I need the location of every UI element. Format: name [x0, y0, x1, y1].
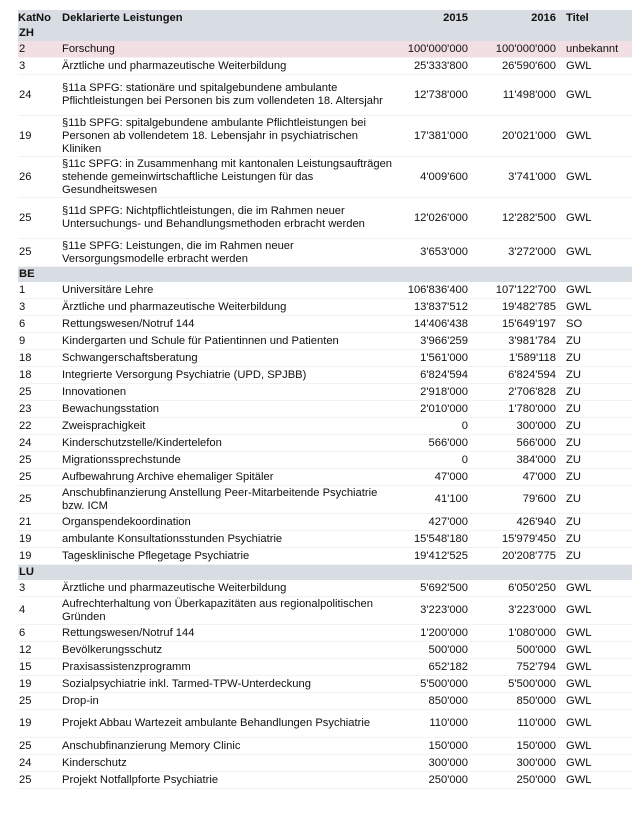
cell-titel: GWL: [562, 625, 632, 642]
cell-katno: 24: [18, 75, 62, 116]
table-row: [18, 401, 632, 418]
cell-2015: 5'692'500: [402, 580, 474, 597]
cell-leistung: §11a SPFG: stationäre und spitalgebundene ambulante Pflichtleistungen bei Personen bis zum vollendeten 18. Altersjahr: [62, 75, 402, 116]
cell-katno: 25: [18, 452, 62, 469]
cell-katno: 25: [18, 693, 62, 710]
table-row: [18, 367, 632, 384]
cell-2016: 1'780'000: [474, 401, 562, 418]
cell-titel: ZU: [562, 531, 632, 548]
table-row: [18, 333, 632, 350]
cell-leistung: Ärztliche und pharmazeutische Weiterbildung: [62, 580, 402, 597]
cell-2015: 100'000'000: [402, 41, 474, 58]
cell-leistung: Ärztliche und pharmazeutische Weiterbildung: [62, 58, 402, 75]
cell-katno: 26: [18, 157, 62, 198]
cell-leistung: Aufbewahrung Archive ehemaliger Spitäler: [62, 469, 402, 486]
cell-leistung: Bewachungsstation: [62, 401, 402, 418]
cell-2015: 1'200'000: [402, 625, 474, 642]
cell-2015: 4'009'600: [402, 157, 474, 198]
cell-leistung: Schwangerschaftsberatung: [62, 350, 402, 367]
cell-2016: 3'981'784: [474, 333, 562, 350]
group-label: ZH: [18, 26, 632, 41]
table-body: [18, 26, 632, 789]
cell-titel: GWL: [562, 676, 632, 693]
cell-titel: GWL: [562, 116, 632, 157]
cell-katno: 25: [18, 772, 62, 789]
cell-titel: GWL: [562, 299, 632, 316]
cell-2015: 14'406'438: [402, 316, 474, 333]
cell-titel: GWL: [562, 693, 632, 710]
cell-leistung: §11d SPFG: Nichtpflichtleistungen, die im Rahmen neuer Untersuchungs- und Behandlungsmethoden erbracht werden: [62, 198, 402, 239]
cell-leistung: §11e SPFG: Leistungen, die im Rahmen neuer Versorgungsmodelle erbracht werden: [62, 239, 402, 267]
cell-2015: 652'182: [402, 659, 474, 676]
cell-2015: 110'000: [402, 710, 474, 738]
table-row: [18, 157, 632, 198]
cell-titel: GWL: [562, 157, 632, 198]
cell-katno: 6: [18, 316, 62, 333]
cell-2016: 384'000: [474, 452, 562, 469]
table-row: [18, 514, 632, 531]
cell-leistung: Anschubfinanzierung Anstellung Peer-Mitarbeitende Psychiatrie bzw. ICM: [62, 486, 402, 514]
cell-leistung: Rettungswesen/Notruf 144: [62, 316, 402, 333]
cell-leistung: Tagesklinische Pflegetage Psychiatrie: [62, 548, 402, 565]
cell-katno: 4: [18, 597, 62, 625]
table-row: [18, 659, 632, 676]
cell-katno: 9: [18, 333, 62, 350]
cell-2016: 79'600: [474, 486, 562, 514]
table-row: [18, 299, 632, 316]
table-row: [18, 316, 632, 333]
cell-2016: 566'000: [474, 435, 562, 452]
cell-2016: 300'000: [474, 755, 562, 772]
leistungen-table: [18, 10, 632, 789]
cell-titel: SO: [562, 316, 632, 333]
cell-leistung: Anschubfinanzierung Memory Clinic: [62, 738, 402, 755]
cell-2016: 15'979'450: [474, 531, 562, 548]
cell-katno: 19: [18, 710, 62, 738]
cell-leistung: Innovationen: [62, 384, 402, 401]
cell-katno: 24: [18, 755, 62, 772]
table-header-row: [18, 10, 632, 26]
cell-titel: ZU: [562, 350, 632, 367]
cell-2015: 250'000: [402, 772, 474, 789]
table-row: [18, 58, 632, 75]
cell-katno: 19: [18, 676, 62, 693]
cell-leistung: Sozialpsychiatrie inkl. Tarmed-TPW-Unterdeckung: [62, 676, 402, 693]
cell-leistung: Ärztliche und pharmazeutische Weiterbildung: [62, 299, 402, 316]
cell-2016: 107'122'700: [474, 282, 562, 299]
cell-2015: 3'223'000: [402, 597, 474, 625]
cell-katno: 23: [18, 401, 62, 418]
cell-2015: 150'000: [402, 738, 474, 755]
cell-2016: 150'000: [474, 738, 562, 755]
cell-2016: 752'794: [474, 659, 562, 676]
cell-2016: 1'080'000: [474, 625, 562, 642]
cell-2016: 2'706'828: [474, 384, 562, 401]
cell-2015: 13'837'512: [402, 299, 474, 316]
cell-titel: ZU: [562, 548, 632, 565]
cell-2016: 26'590'600: [474, 58, 562, 75]
cell-titel: GWL: [562, 710, 632, 738]
cell-2015: 106'836'400: [402, 282, 474, 299]
table-row: [18, 75, 632, 116]
header-2015: 2015: [402, 10, 474, 26]
cell-2015: 3'966'259: [402, 333, 474, 350]
cell-leistung: Zweisprachigkeit: [62, 418, 402, 435]
cell-2016: 426'940: [474, 514, 562, 531]
table-row: [18, 350, 632, 367]
cell-titel: ZU: [562, 469, 632, 486]
cell-titel: GWL: [562, 755, 632, 772]
header-leistung: Deklarierte Leistungen: [62, 10, 402, 26]
cell-titel: GWL: [562, 597, 632, 625]
cell-katno: 19: [18, 116, 62, 157]
cell-titel: GWL: [562, 580, 632, 597]
cell-2015: 300'000: [402, 755, 474, 772]
cell-2015: 566'000: [402, 435, 474, 452]
table-row: [18, 418, 632, 435]
cell-2016: 300'000: [474, 418, 562, 435]
table-row: [18, 693, 632, 710]
cell-2016: 12'282'500: [474, 198, 562, 239]
cell-leistung: Aufrechterhaltung von Überkapazitäten aus regionalpolitischen Gründen: [62, 597, 402, 625]
cell-katno: 19: [18, 531, 62, 548]
cell-2016: 1'589'118: [474, 350, 562, 367]
cell-2016: 11'498'000: [474, 75, 562, 116]
table-row: [18, 384, 632, 401]
cell-katno: 18: [18, 350, 62, 367]
cell-titel: unbekannt: [562, 41, 632, 58]
cell-2016: 3'223'000: [474, 597, 562, 625]
cell-leistung: Migrationssprechstunde: [62, 452, 402, 469]
group-label: BE: [18, 267, 632, 283]
cell-leistung: Projekt Abbau Wartezeit ambulante Behandlungen Psychiatrie: [62, 710, 402, 738]
cell-leistung: Forschung: [62, 41, 402, 58]
cell-2015: 41'100: [402, 486, 474, 514]
cell-katno: 3: [18, 580, 62, 597]
cell-katno: 15: [18, 659, 62, 676]
cell-katno: 24: [18, 435, 62, 452]
table-row: [18, 531, 632, 548]
cell-titel: GWL: [562, 282, 632, 299]
table-row: [18, 580, 632, 597]
cell-2015: 47'000: [402, 469, 474, 486]
table-row: [18, 642, 632, 659]
cell-leistung: Projekt Notfallpforte Psychiatrie: [62, 772, 402, 789]
cell-katno: 3: [18, 58, 62, 75]
cell-leistung: Drop-in: [62, 693, 402, 710]
cell-katno: 25: [18, 486, 62, 514]
cell-2015: 25'333'800: [402, 58, 474, 75]
cell-titel: GWL: [562, 738, 632, 755]
cell-leistung: Praxisassistenzprogramm: [62, 659, 402, 676]
table-row: [18, 469, 632, 486]
group-header-row: [18, 267, 632, 283]
table-row: [18, 435, 632, 452]
cell-katno: 25: [18, 738, 62, 755]
group-label: LU: [18, 565, 632, 581]
cell-titel: ZU: [562, 514, 632, 531]
cell-titel: ZU: [562, 367, 632, 384]
cell-titel: GWL: [562, 772, 632, 789]
cell-titel: GWL: [562, 659, 632, 676]
cell-leistung: §11c SPFG: in Zusammenhang mit kantonalen Leistungsaufträgen stehende gemeinwirtschaftliche Leistungen für das Gesundheitswesen: [62, 157, 402, 198]
cell-katno: 25: [18, 198, 62, 239]
cell-titel: GWL: [562, 75, 632, 116]
table-row: [18, 738, 632, 755]
cell-titel: ZU: [562, 333, 632, 350]
header-katno: KatNo: [18, 10, 62, 26]
cell-2016: 500'000: [474, 642, 562, 659]
cell-leistung: ambulante Konsultationsstunden Psychiatrie: [62, 531, 402, 548]
table-row: [18, 772, 632, 789]
cell-2016: 3'741'000: [474, 157, 562, 198]
table-row: [18, 41, 632, 58]
cell-katno: 25: [18, 384, 62, 401]
cell-titel: GWL: [562, 58, 632, 75]
cell-katno: 12: [18, 642, 62, 659]
cell-2015: 15'548'180: [402, 531, 474, 548]
table-row: [18, 755, 632, 772]
table-row: [18, 597, 632, 625]
cell-leistung: §11b SPFG: spitalgebundene ambulante Pflichtleistungen bei Personen ab vollendetem 18. Lebensjahr in psychiatrischen Kliniken: [62, 116, 402, 157]
cell-2015: 19'412'525: [402, 548, 474, 565]
cell-2015: 0: [402, 452, 474, 469]
cell-2015: 12'738'000: [402, 75, 474, 116]
cell-leistung: Universitäre Lehre: [62, 282, 402, 299]
cell-leistung: Organspendekoordination: [62, 514, 402, 531]
cell-leistung: Kinderschutz: [62, 755, 402, 772]
cell-2016: 100'000'000: [474, 41, 562, 58]
cell-2016: 15'649'197: [474, 316, 562, 333]
cell-titel: GWL: [562, 198, 632, 239]
cell-titel: ZU: [562, 435, 632, 452]
cell-2016: 850'000: [474, 693, 562, 710]
cell-leistung: Bevölkerungsschutz: [62, 642, 402, 659]
table-row: [18, 710, 632, 738]
cell-katno: 3: [18, 299, 62, 316]
table-row: [18, 486, 632, 514]
cell-2016: 250'000: [474, 772, 562, 789]
cell-2016: 47'000: [474, 469, 562, 486]
table-row: [18, 198, 632, 239]
group-header-row: [18, 26, 632, 41]
group-header-row: [18, 565, 632, 581]
header-2016: 2016: [474, 10, 562, 26]
cell-katno: 18: [18, 367, 62, 384]
cell-2016: 110'000: [474, 710, 562, 738]
cell-2015: 17'381'000: [402, 116, 474, 157]
cell-katno: 22: [18, 418, 62, 435]
cell-2016: 5'500'000: [474, 676, 562, 693]
table-row: [18, 548, 632, 565]
cell-leistung: Kindergarten und Schule für Patientinnen und Patienten: [62, 333, 402, 350]
table-row: [18, 676, 632, 693]
cell-katno: 6: [18, 625, 62, 642]
cell-2015: 2'010'000: [402, 401, 474, 418]
cell-2016: 6'824'594: [474, 367, 562, 384]
cell-katno: 19: [18, 548, 62, 565]
cell-leistung: Rettungswesen/Notruf 144: [62, 625, 402, 642]
cell-titel: ZU: [562, 486, 632, 514]
cell-leistung: Integrierte Versorgung Psychiatrie (UPD, SPJBB): [62, 367, 402, 384]
cell-2015: 5'500'000: [402, 676, 474, 693]
cell-2015: 6'824'594: [402, 367, 474, 384]
cell-2015: 850'000: [402, 693, 474, 710]
cell-katno: 1: [18, 282, 62, 299]
cell-katno: 2: [18, 41, 62, 58]
cell-2016: 20'208'775: [474, 548, 562, 565]
header-titel: Titel: [562, 10, 632, 26]
cell-2015: 3'653'000: [402, 239, 474, 267]
table-row: [18, 116, 632, 157]
cell-katno: 25: [18, 239, 62, 267]
table-row: [18, 282, 632, 299]
cell-2016: 19'482'785: [474, 299, 562, 316]
cell-titel: ZU: [562, 384, 632, 401]
cell-katno: 25: [18, 469, 62, 486]
cell-2015: 427'000: [402, 514, 474, 531]
cell-2016: 6'050'250: [474, 580, 562, 597]
table-row: [18, 452, 632, 469]
cell-2015: 0: [402, 418, 474, 435]
cell-2016: 3'272'000: [474, 239, 562, 267]
cell-2015: 1'561'000: [402, 350, 474, 367]
table-row: [18, 625, 632, 642]
cell-titel: ZU: [562, 452, 632, 469]
cell-leistung: Kinderschutzstelle/Kindertelefon: [62, 435, 402, 452]
cell-titel: ZU: [562, 401, 632, 418]
cell-2015: 2'918'000: [402, 384, 474, 401]
cell-katno: 21: [18, 514, 62, 531]
cell-2015: 500'000: [402, 642, 474, 659]
cell-2016: 20'021'000: [474, 116, 562, 157]
cell-titel: ZU: [562, 418, 632, 435]
cell-titel: GWL: [562, 239, 632, 267]
cell-titel: GWL: [562, 642, 632, 659]
table-row: [18, 239, 632, 267]
cell-2015: 12'026'000: [402, 198, 474, 239]
